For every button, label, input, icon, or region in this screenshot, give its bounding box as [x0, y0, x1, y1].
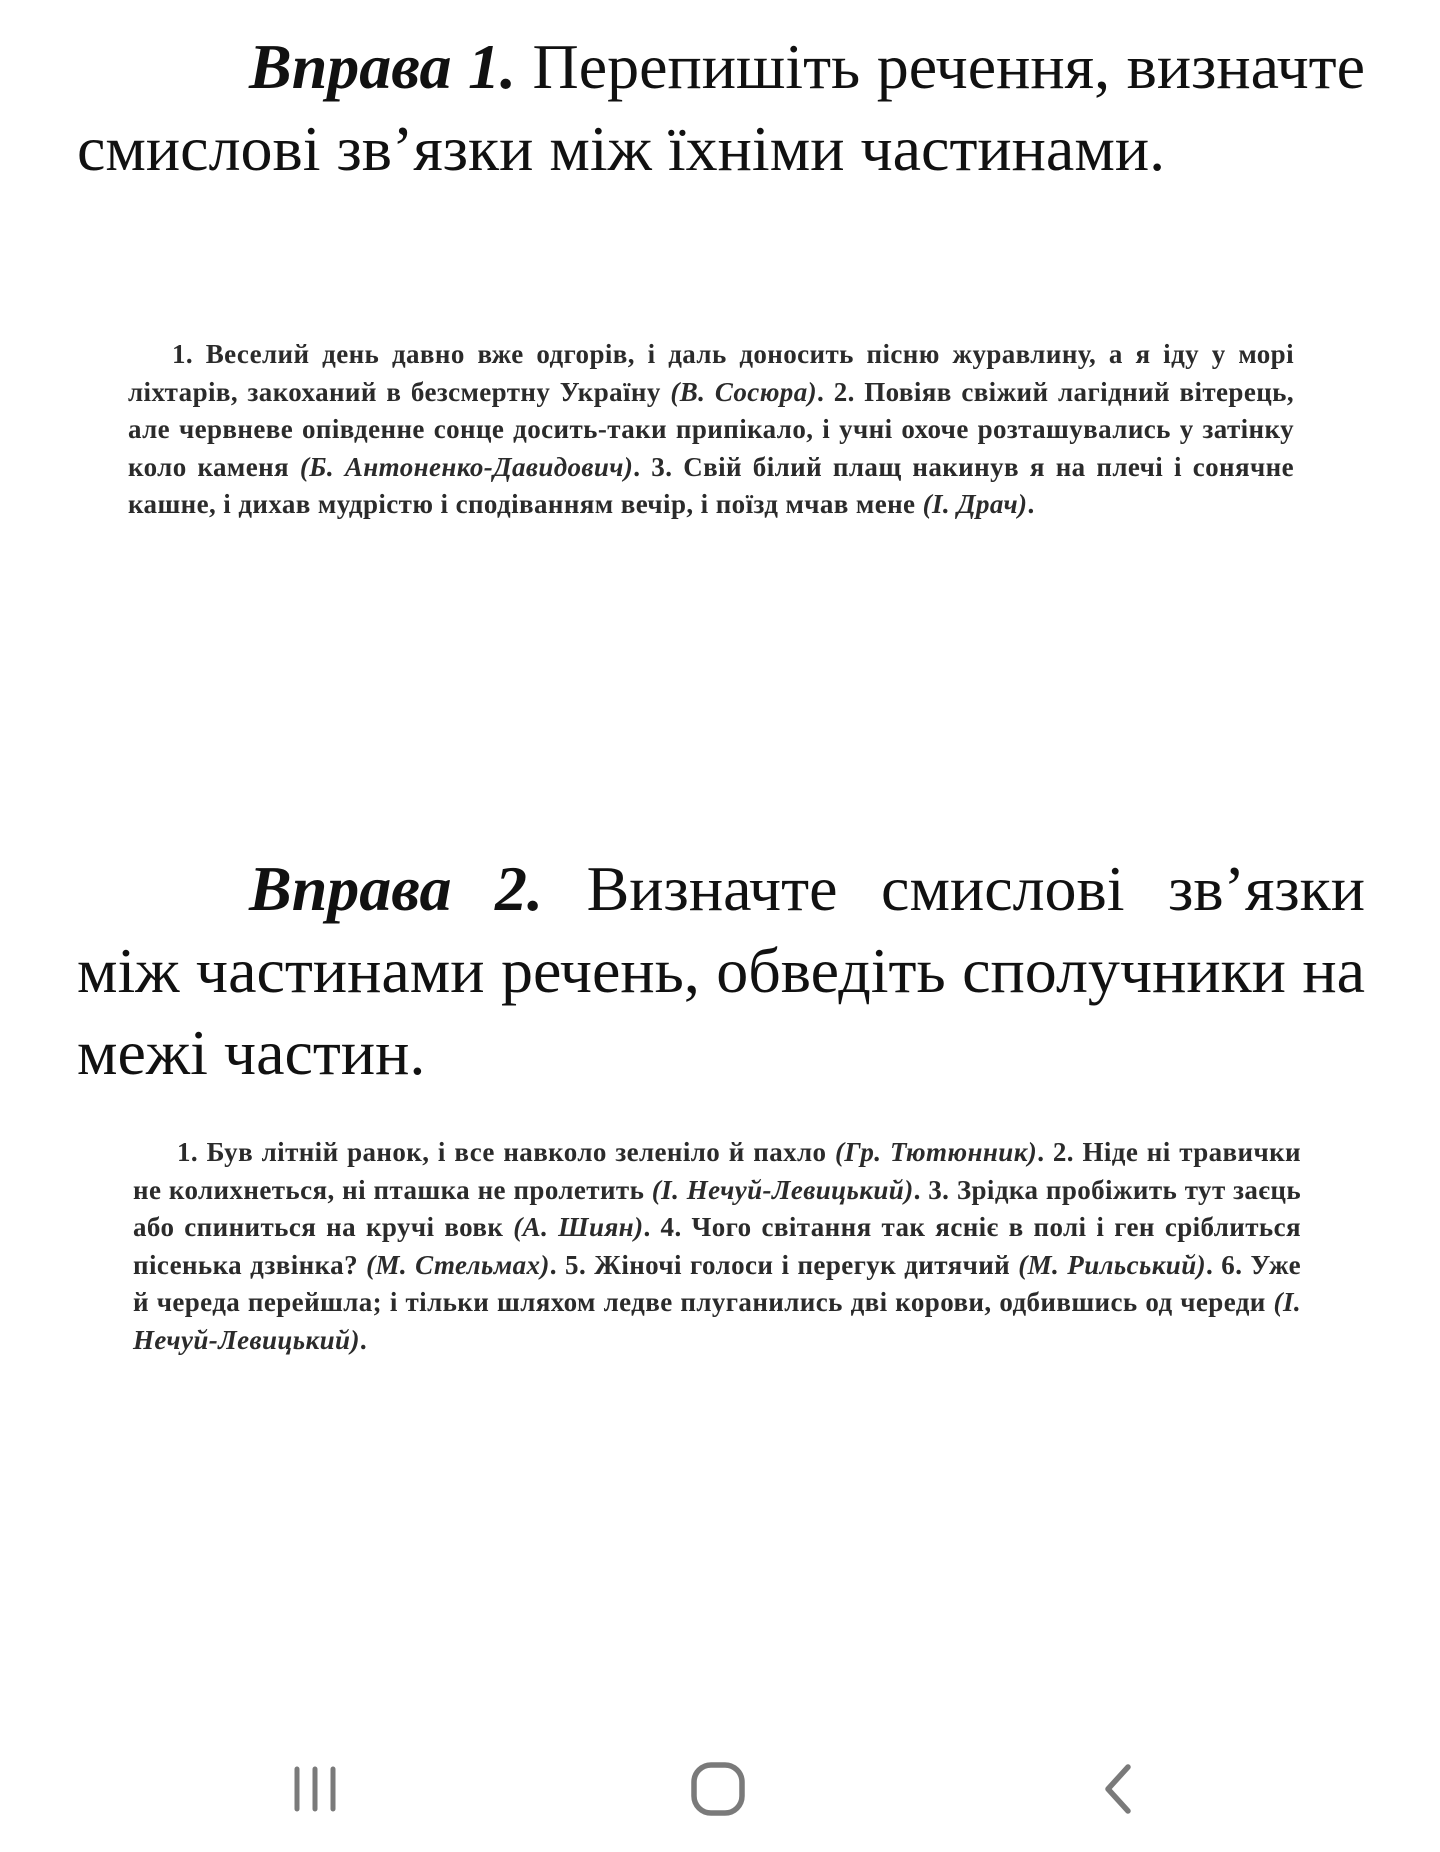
- system-navigation-bar: [0, 1720, 1440, 1852]
- author-citation: (М. Стельмах): [366, 1249, 550, 1280]
- sentence-segment: . 3. Зрідка пробіжить тут заєць або спиниться на кручі вовк: [133, 1174, 1301, 1242]
- recents-button[interactable]: [255, 1734, 375, 1844]
- sentence-segment: . 2. Ніде ні травички не колихнеться, ні пташка не пролетить: [133, 1137, 1301, 1205]
- exercise-1-label: Вправа 1.: [249, 31, 516, 102]
- recents-icon: [285, 1759, 345, 1819]
- author-citation: (М. Рильський): [1018, 1249, 1207, 1280]
- exercise-2-text: Визначте смислові зв’язки між частинами речень, обведіть сполучники на межі частин.: [77, 853, 1365, 1088]
- sentence-segment: . 5. Жіночі голоси і перегук дитячий: [549, 1249, 1019, 1280]
- author-citation: (Гр. Тютюнник): [835, 1137, 1038, 1167]
- sentence-segment: 1. Був літній ранок, і все навколо зеленіло й пахло: [177, 1137, 836, 1167]
- exercise-2-label: Вправа 2.: [249, 853, 544, 924]
- sentence-segment: . 6. Уже й череда перейшла; і тільки шляхом ледве плуганились дві корови, одбившись од череди: [133, 1249, 1301, 1317]
- sentence-segment: 1. Веселий день давно вже одгорів, і даль доносить пісню журавлину, а я іду у морі ліхтарів, закоханий в безсмертну Україну: [128, 339, 1294, 407]
- exercise-1-text: Перепишіть речення, визначте смислові зв’язки між їхніми частинами.: [77, 31, 1365, 184]
- exercise-2-instruction: [77, 848, 1365, 1094]
- author-citation: (І. Нечуй-Левицький): [133, 1287, 1301, 1355]
- author-citation: (І. Нечуй-Левицький): [651, 1174, 914, 1205]
- exercise-1-sentences: [128, 336, 1294, 524]
- sentence-segment: . 2. Повіяв свіжий лагідний вітерець, але червневе опівденне сонце досить-таки припікало, і учні охоче розташувались у затінку коло каменя: [128, 376, 1294, 482]
- author-citation: (Б. Антоненко-Давидович): [299, 451, 634, 482]
- author-citation: (А. Шиян): [513, 1212, 644, 1242]
- sentence-segment: . 3. Свій білий плащ накинув я на плечі і сонячне кашне, і дихав мудрістю і сподіванням вечір, і поїзд мчав мене: [128, 451, 1294, 519]
- sentence-segment: .: [1027, 489, 1035, 519]
- author-citation: (В. Сосюра): [670, 376, 817, 407]
- sentence-segment: .: [359, 1324, 367, 1355]
- author-citation: (І. Драч): [922, 489, 1028, 519]
- back-icon: [1090, 1759, 1150, 1819]
- sentence-segment: . 4. Чого світання так ясніє в полі і ген сріблиться пісенька дзвінка?: [133, 1212, 1301, 1280]
- back-button[interactable]: [1060, 1734, 1180, 1844]
- home-icon: [686, 1757, 750, 1821]
- exercise-2-sentences: [133, 1134, 1301, 1359]
- exercise-1-instruction: [77, 26, 1365, 190]
- home-button[interactable]: [658, 1734, 778, 1844]
